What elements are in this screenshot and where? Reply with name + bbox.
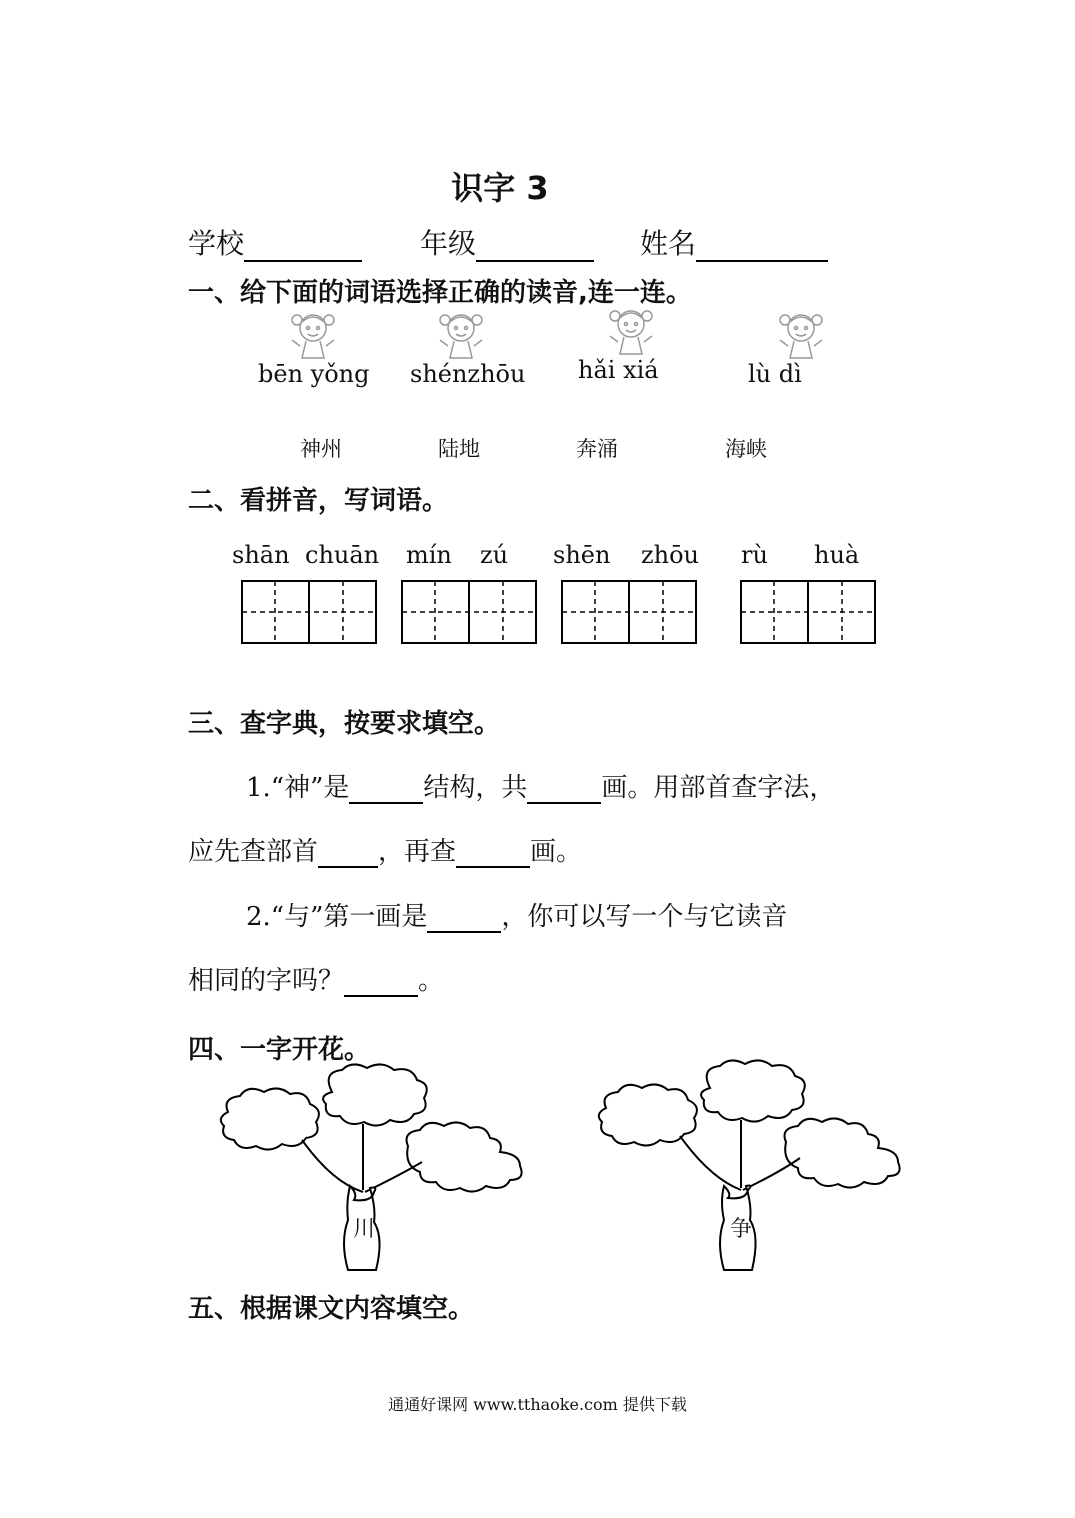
pinyin-syllable: rù: [741, 541, 768, 569]
grade-label: 年级: [420, 227, 477, 260]
grade-field: [420, 222, 594, 262]
vase-character: 川: [353, 1217, 376, 1242]
pinyin-syllable: zú: [480, 541, 509, 569]
flower-cloud: [785, 1118, 900, 1187]
flower-cloud: [323, 1064, 427, 1125]
question-2-line-2: [188, 960, 444, 997]
pinyin-option[interactable]: lù dì: [748, 360, 802, 388]
pinyin-syllable: shān: [232, 541, 290, 569]
school-field: [188, 222, 362, 262]
word-option[interactable]: 神州: [300, 437, 342, 461]
pinyin-syllable: shēn: [553, 541, 611, 569]
pinyin-syllable: mín: [406, 541, 452, 569]
school-label: 学校: [188, 227, 245, 260]
q2-text: ，你可以写一个与它读音: [501, 902, 788, 932]
name-blank[interactable]: [696, 227, 828, 262]
writing-grid[interactable]: [561, 580, 697, 644]
q1-text: 结构，共: [423, 773, 528, 803]
vase-character: 争: [730, 1217, 753, 1242]
q1-blank-strokes[interactable]: [527, 772, 601, 804]
q2-blank-first-stroke[interactable]: [427, 901, 501, 933]
question-1-line-1: [246, 767, 835, 804]
section-2-heading: 二、看拼音，写词语。: [188, 486, 449, 516]
q2-blank-homophone[interactable]: [344, 965, 418, 997]
word-option[interactable]: 陆地: [438, 437, 480, 461]
section-1-heading: 一、给下面的词语选择正确的读音,连一连。: [188, 278, 692, 308]
pinyin-syllable: zhōu: [641, 541, 700, 569]
pinyin-syllable: chuān: [305, 541, 380, 569]
name-field: [640, 222, 828, 262]
grade-blank[interactable]: [476, 227, 594, 262]
girl-icon: [776, 306, 826, 362]
section-3-heading: 三、查字典，按要求填空。: [188, 709, 501, 739]
question-1-line-2: [188, 831, 582, 868]
writing-grid[interactable]: [401, 580, 537, 644]
q1-blank-radical[interactable]: [318, 836, 378, 868]
q1-text: 1.“神”是: [246, 773, 350, 803]
question-2-line-1: [246, 896, 787, 933]
pinyin-syllable: huà: [814, 541, 860, 569]
q1-text: ，再查: [378, 837, 457, 867]
q2-text: 。: [418, 966, 445, 996]
pinyin-option[interactable]: bēn yǒng: [258, 360, 370, 388]
flower-cloud: [221, 1088, 319, 1149]
q1-text: 画。用部首查字法，: [601, 773, 836, 803]
flower-cloud: [701, 1060, 805, 1121]
girl-icon: [436, 306, 486, 362]
girl-icon: [288, 306, 338, 362]
section-5-heading: 五、根据课文内容填空。: [188, 1294, 475, 1324]
q1-blank-remaining[interactable]: [456, 836, 530, 868]
q1-blank-structure[interactable]: [349, 772, 423, 804]
school-blank[interactable]: [244, 227, 362, 262]
writing-grid[interactable]: [241, 580, 377, 644]
flower-cloud: [407, 1122, 522, 1191]
q1-text: 画。: [530, 837, 583, 867]
page-title: 识字 3: [451, 169, 549, 207]
flower-cloud: [599, 1084, 697, 1145]
q2-text: 相同的字吗？: [188, 966, 345, 996]
section-4-heading: 四、一字开花。: [188, 1035, 371, 1065]
writing-grid[interactable]: [740, 580, 876, 644]
pinyin-option[interactable]: shénzhōu: [410, 360, 526, 388]
pinyin-option[interactable]: hǎi xiá: [578, 356, 659, 384]
girl-icon: [606, 302, 656, 358]
flower-vase-diagram: [600, 1058, 905, 1272]
name-label: 姓名: [640, 227, 697, 260]
word-option[interactable]: 奔涌: [576, 437, 618, 461]
footer-text: 通通好课网 www.tthaoke.com 提供下载: [388, 1395, 687, 1414]
q2-text: 2.“与”第一画是: [246, 902, 428, 932]
word-option[interactable]: 海峡: [725, 437, 767, 461]
q1-text: 应先查部首: [188, 837, 319, 867]
